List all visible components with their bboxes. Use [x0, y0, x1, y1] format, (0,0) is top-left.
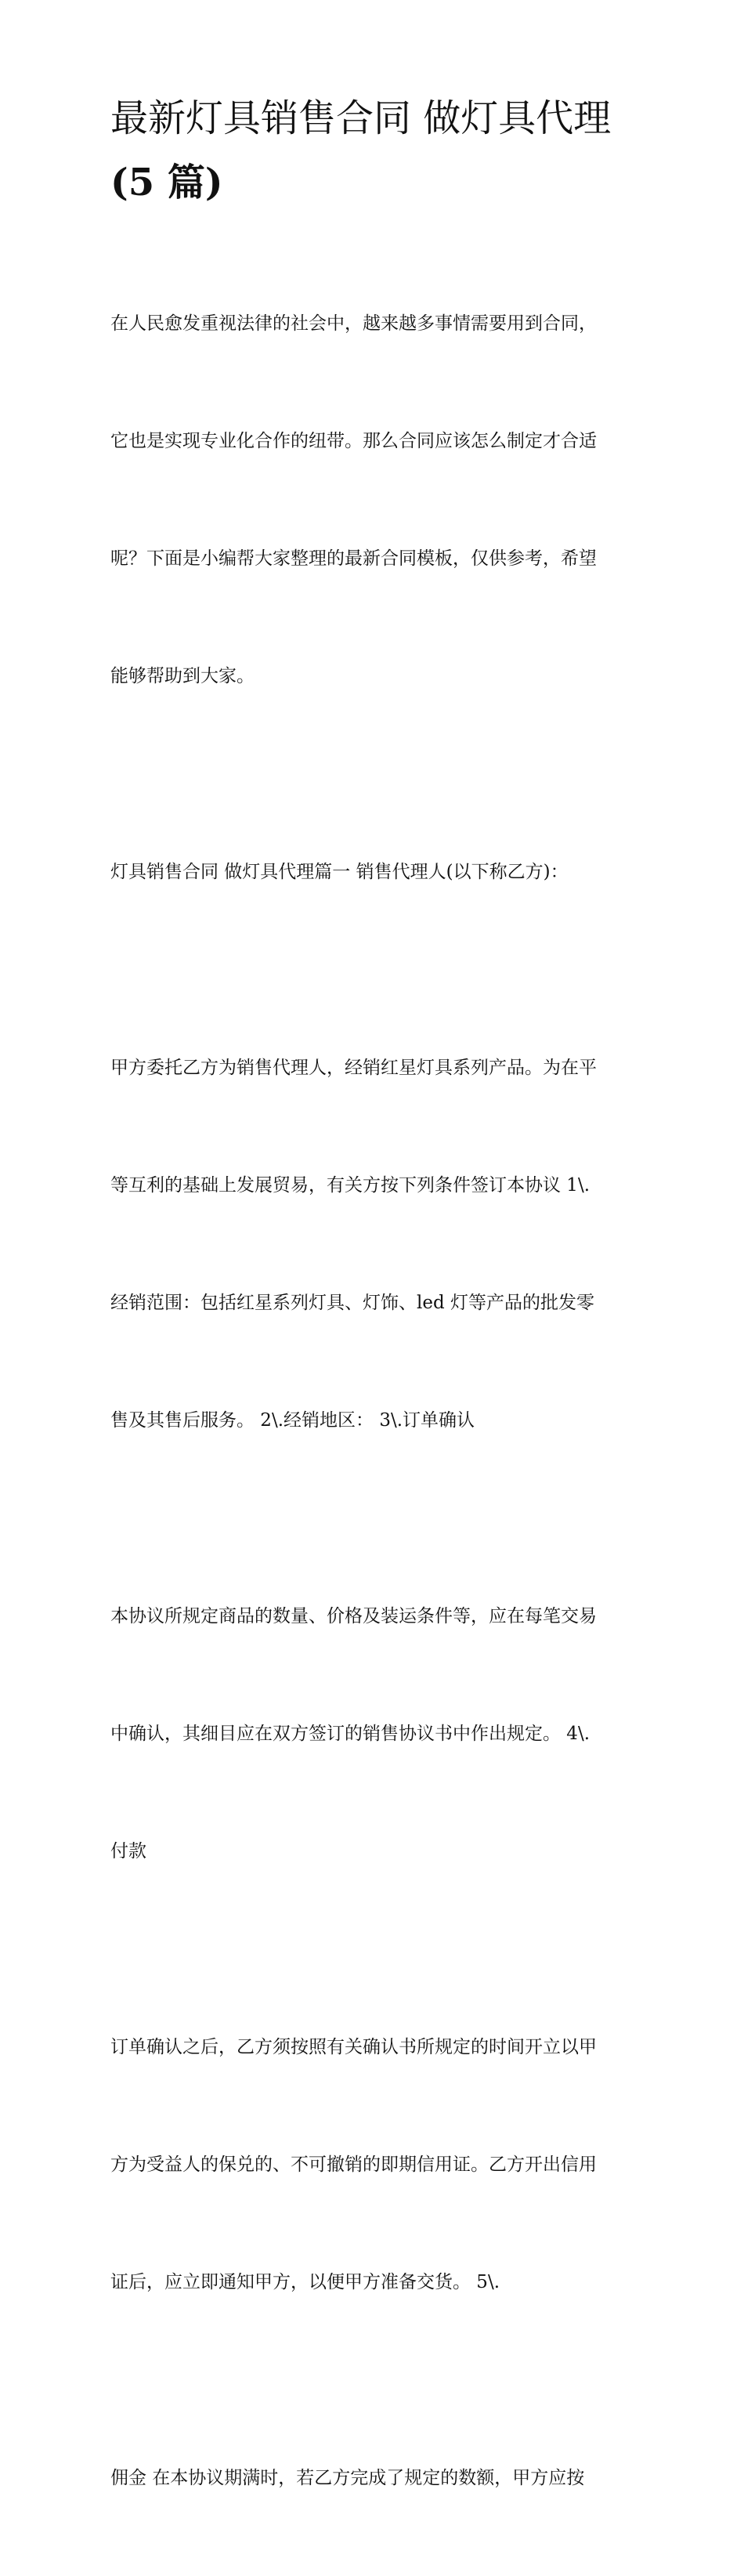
text-line: 等互利的基础上发展贸易，有关方按下列条件签订本协议 1\.: [110, 1175, 591, 1196]
text-line: 它也是实现专业化合作的纽带。那么合同应该怎么制定才合适: [110, 431, 597, 451]
title-line-2: (5 篇): [110, 161, 223, 204]
paragraph-commission: [110, 2380, 637, 2576]
document-page: [110, 86, 637, 2576]
document-title: [110, 86, 637, 215]
text-line: 在人民愈发重视法律的社会中，越来越多事情需要用到合同，: [110, 313, 597, 334]
text-line: 灯具销售合同 做灯具代理篇一 销售代理人(以下称乙方)：: [110, 862, 569, 882]
paragraph-order-confirmation: [110, 1518, 637, 1949]
text-line: 能够帮助到大家。: [110, 666, 255, 686]
paragraph-intro: [110, 226, 637, 774]
paragraph-payment: [110, 1949, 637, 2380]
paragraph-section-heading: [110, 774, 637, 970]
text-line: 证后，应立即通知甲方，以便甲方准备交货。 5\.: [110, 2272, 500, 2292]
text-line: 甲方委托乙方为销售代理人，经销红星灯具系列产品。为在平: [110, 1058, 597, 1078]
text-line: 方为受益人的保兑的、不可撤销的即期信用证。乙方开出信用: [110, 2155, 597, 2175]
text-line: 本协议所规定商品的数量、价格及装运条件等，应在每笔交易: [110, 1606, 597, 1626]
title-line-1: 最新灯具销售合同 做灯具代理: [110, 96, 612, 140]
text-line: 中确认，其细目应在双方签订的销售协议书中作出规定。 4\.: [110, 1724, 591, 1744]
text-line: 经销范围：包括红星系列灯具、灯饰、led 灯等产品的批发零: [110, 1293, 595, 1313]
text-line: 售及其售后服务。 2\.经销地区： 3\.订单确认: [110, 1410, 475, 1431]
text-line: 佣金 在本协议期满时，若乙方完成了规定的数额，甲方应按: [110, 2468, 585, 2488]
text-line: 订单确认之后，乙方须按照有关确认书所规定的时间开立以甲: [110, 2037, 597, 2057]
paragraph-agency-scope: [110, 970, 637, 1518]
text-line: 呢？下面是小编帮大家整理的最新合同模板，仅供参考，希望: [110, 548, 597, 569]
text-line: 付款: [110, 1841, 146, 1861]
